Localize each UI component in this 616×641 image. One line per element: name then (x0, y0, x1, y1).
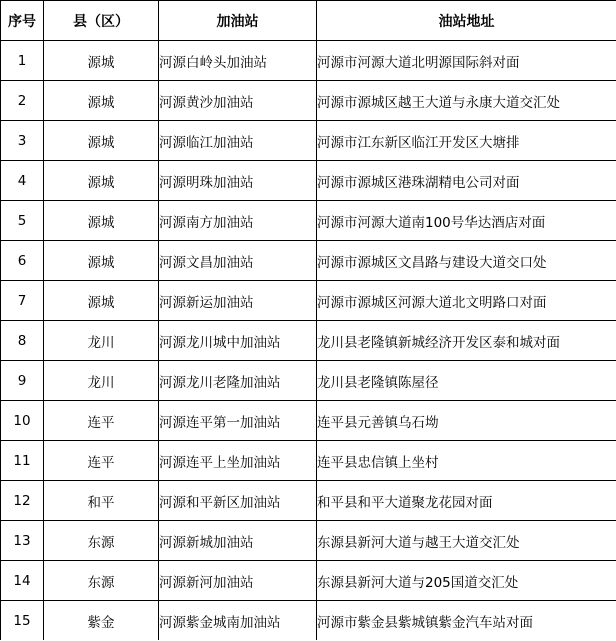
county-cell: 源城 (44, 241, 159, 281)
seq-cell: 3 (1, 121, 44, 161)
county-cell: 源城 (44, 81, 159, 121)
county-cell: 和平 (44, 481, 159, 521)
table-row (1, 201, 616, 241)
seq-cell: 4 (1, 161, 44, 201)
seq-cell: 12 (1, 481, 44, 521)
county-cell: 连平 (44, 441, 159, 481)
station-address-cell: 河源市河源大道南100号华达酒店对面 (317, 201, 616, 241)
station-address-cell: 东源县新河大道与205国道交汇处 (317, 561, 616, 601)
station-address-cell: 河源市河源大道北明源国际斜对面 (317, 41, 616, 81)
table-row (1, 161, 616, 201)
header-station-address: 油站地址 (317, 1, 616, 41)
station-name-cell: 河源和平新区加油站 (159, 481, 317, 521)
station-name-cell: 河源连平上坐加油站 (159, 441, 317, 481)
table-row (1, 601, 616, 641)
station-name-cell: 河源文昌加油站 (159, 241, 317, 281)
seq-cell: 8 (1, 321, 44, 361)
station-name-cell: 河源黄沙加油站 (159, 81, 317, 121)
table-row (1, 521, 616, 561)
station-name-cell: 河源南方加油站 (159, 201, 317, 241)
county-cell: 源城 (44, 41, 159, 81)
header-seq: 序号 (1, 1, 44, 41)
station-address-cell: 龙川县老隆镇陈屋径 (317, 361, 616, 401)
county-cell: 东源 (44, 521, 159, 561)
station-address-cell: 连平县元善镇乌石坳 (317, 401, 616, 441)
station-name-cell: 河源龙川城中加油站 (159, 321, 317, 361)
county-cell: 东源 (44, 561, 159, 601)
station-address-cell: 河源市源城区越王大道与永康大道交汇处 (317, 81, 616, 121)
station-name-cell: 河源新河加油站 (159, 561, 317, 601)
station-name-cell: 河源临江加油站 (159, 121, 317, 161)
station-name-cell: 河源明珠加油站 (159, 161, 317, 201)
table-row (1, 401, 616, 441)
station-address-cell: 东源县新河大道与越王大道交汇处 (317, 521, 616, 561)
station-address-cell: 连平县忠信镇上坐村 (317, 441, 616, 481)
county-cell: 源城 (44, 121, 159, 161)
county-cell: 源城 (44, 281, 159, 321)
seq-cell: 15 (1, 601, 44, 641)
station-name-cell: 河源新城加油站 (159, 521, 317, 561)
seq-cell: 9 (1, 361, 44, 401)
table-row (1, 41, 616, 81)
county-cell: 龙川 (44, 361, 159, 401)
station-name-cell: 河源紫金城南加油站 (159, 601, 317, 641)
seq-cell: 13 (1, 521, 44, 561)
table-row (1, 481, 616, 521)
table-header (1, 1, 616, 41)
seq-cell: 1 (1, 41, 44, 81)
station-address-cell: 河源市紫金县紫城镇紫金汽车站对面 (317, 601, 616, 641)
seq-cell: 14 (1, 561, 44, 601)
county-cell: 龙川 (44, 321, 159, 361)
station-name-cell: 河源新运加油站 (159, 281, 317, 321)
header-county: 县（区） (44, 1, 159, 41)
station-address-cell: 河源市江东新区临江开发区大塘排 (317, 121, 616, 161)
station-address-cell: 和平县和平大道聚龙花园对面 (317, 481, 616, 521)
county-cell: 连平 (44, 401, 159, 441)
station-address-cell: 河源市源城区文昌路与建设大道交口处 (317, 241, 616, 281)
table-body (1, 41, 616, 641)
table-row (1, 441, 616, 481)
station-name-cell: 河源龙川老隆加油站 (159, 361, 317, 401)
table-row (1, 241, 616, 281)
seq-cell: 2 (1, 81, 44, 121)
header-station-name: 加油站 (159, 1, 317, 41)
table-row (1, 121, 616, 161)
station-address-cell: 龙川县老隆镇新城经济开发区泰和城对面 (317, 321, 616, 361)
header-row (1, 1, 616, 41)
county-cell: 紫金 (44, 601, 159, 641)
seq-cell: 10 (1, 401, 44, 441)
seq-cell: 5 (1, 201, 44, 241)
seq-cell: 7 (1, 281, 44, 321)
county-cell: 源城 (44, 201, 159, 241)
station-address-cell: 河源市源城区河源大道北文明路口对面 (317, 281, 616, 321)
table-row (1, 361, 616, 401)
table-row (1, 561, 616, 601)
station-name-cell: 河源连平第一加油站 (159, 401, 317, 441)
table-row (1, 321, 616, 361)
seq-cell: 11 (1, 441, 44, 481)
table-row (1, 81, 616, 121)
station-name-cell: 河源白岭头加油站 (159, 41, 317, 81)
table-row (1, 281, 616, 321)
seq-cell: 6 (1, 241, 44, 281)
county-cell: 源城 (44, 161, 159, 201)
station-address-cell: 河源市源城区港珠湖精电公司对面 (317, 161, 616, 201)
